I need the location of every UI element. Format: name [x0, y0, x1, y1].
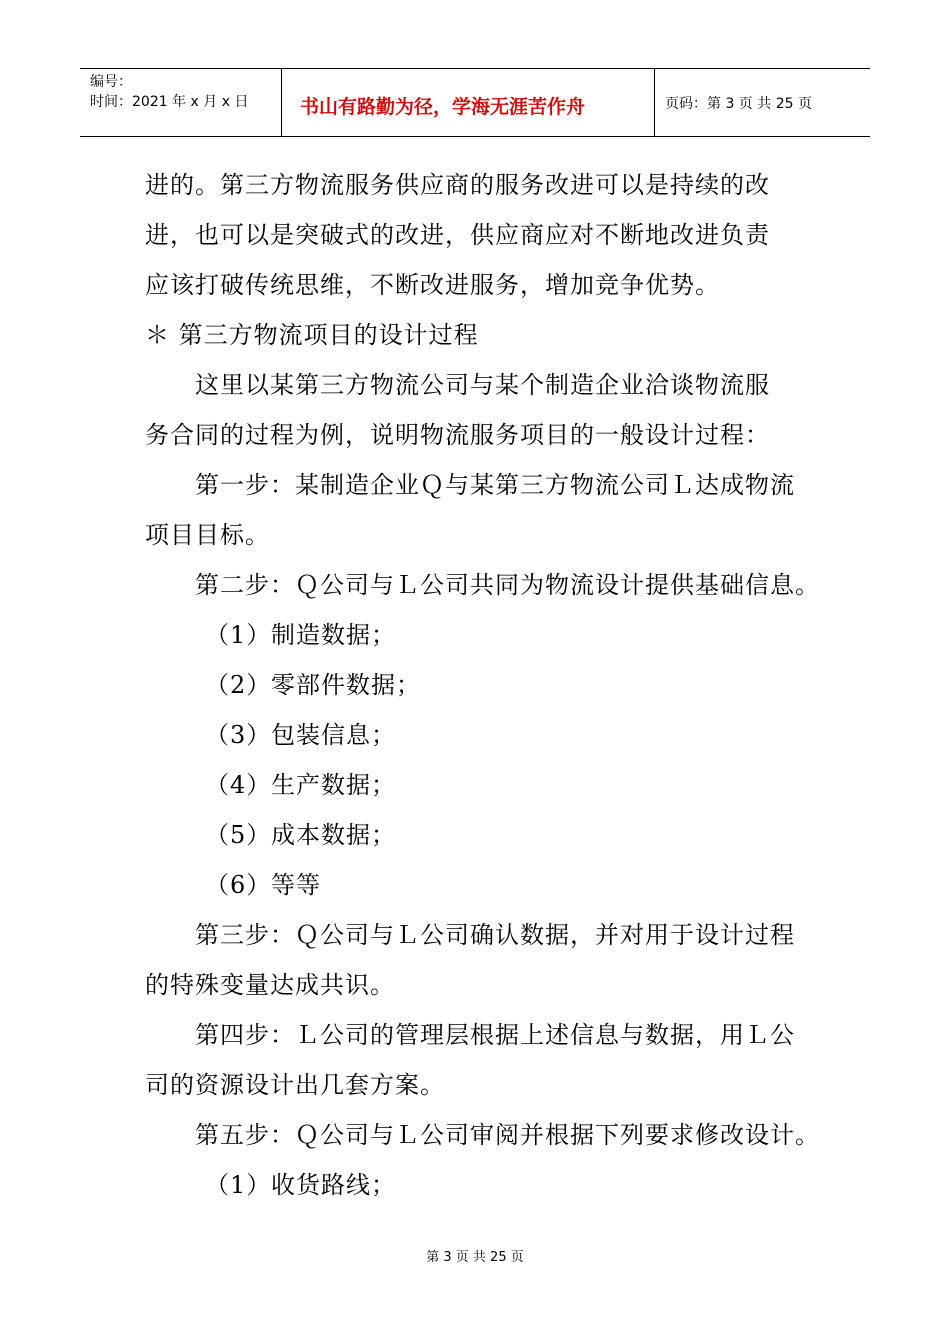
list-item-number: （1）	[205, 621, 272, 649]
list-item	[145, 660, 825, 710]
page-footer: 第 3 页 共 25 页	[426, 1250, 524, 1265]
list-item-text: 制造数据；	[271, 621, 396, 649]
list-item-number: （1）	[205, 1171, 272, 1199]
list-item-number: （4）	[205, 771, 272, 799]
step-line: 第五步：Ｑ公司与Ｌ公司审阅并根据下列要求修改设计。	[195, 1121, 820, 1149]
list-item-text: 成本数据；	[271, 821, 396, 849]
body-line: 这里以某第三方物流公司与某个制造企业洽谈物流服	[195, 371, 770, 399]
step-line: 第四步：Ｌ公司的管理层根据上述信息与数据，用Ｌ公	[195, 1021, 795, 1049]
list-item	[145, 710, 825, 760]
list-item-text: 等等	[271, 871, 321, 899]
list-item	[145, 1160, 825, 1210]
body-line: 应该打破传统思维，不断改进服务，增加竞争优势。	[145, 271, 720, 299]
list-item	[145, 610, 825, 660]
body-line: 司的资源设计出几套方案。	[145, 1071, 445, 1099]
list-item-number: （3）	[205, 721, 272, 749]
list-item-number: （6）	[205, 871, 272, 899]
body-line: 进的。第三方物流服务供应商的服务改进可以是持续的改	[145, 171, 770, 199]
document-body	[145, 160, 825, 1210]
body-line: 的特殊变量达成共识。	[145, 971, 395, 999]
step-line: 第三步：Ｑ公司与Ｌ公司确认数据，并对用于设计过程	[195, 921, 795, 949]
header-middle-cell	[282, 69, 655, 136]
serial-label: 编号：	[90, 74, 132, 90]
body-line: 项目目标。	[145, 521, 270, 549]
list-item-number: （2）	[205, 671, 272, 699]
list-item-text: 包装信息；	[271, 721, 396, 749]
time-label: 时间：2021 年 x 月 x 日	[90, 94, 249, 110]
document-header	[80, 68, 870, 137]
list-item	[145, 860, 825, 910]
list-item	[145, 760, 825, 810]
body-line: 进，也可以是突破式的改进，供应商应对不断地改进负责	[145, 221, 770, 249]
header-right-cell	[655, 69, 870, 136]
header-page-info: 页码：第 3 页 共 25 页	[665, 96, 812, 112]
list-item-number: （5）	[205, 821, 272, 849]
list-item-text: 收货路线；	[271, 1171, 396, 1199]
list-item	[145, 810, 825, 860]
header-motto: 书山有路勤为径，学海无涯苦作舟	[300, 96, 586, 118]
step-line: 第一步：某制造企业Ｑ与某第三方物流公司Ｌ达成物流	[195, 471, 795, 499]
section-heading: ＊ 第三方物流项目的设计过程	[145, 321, 479, 349]
list-item-text: 生产数据；	[271, 771, 396, 799]
header-left-cell	[80, 69, 282, 136]
list-item-text: 零部件数据；	[271, 671, 421, 699]
body-line: 务合同的过程为例，说明物流服务项目的一般设计过程：	[145, 421, 770, 449]
step-line: 第二步：Ｑ公司与Ｌ公司共同为物流设计提供基础信息。	[195, 571, 820, 599]
